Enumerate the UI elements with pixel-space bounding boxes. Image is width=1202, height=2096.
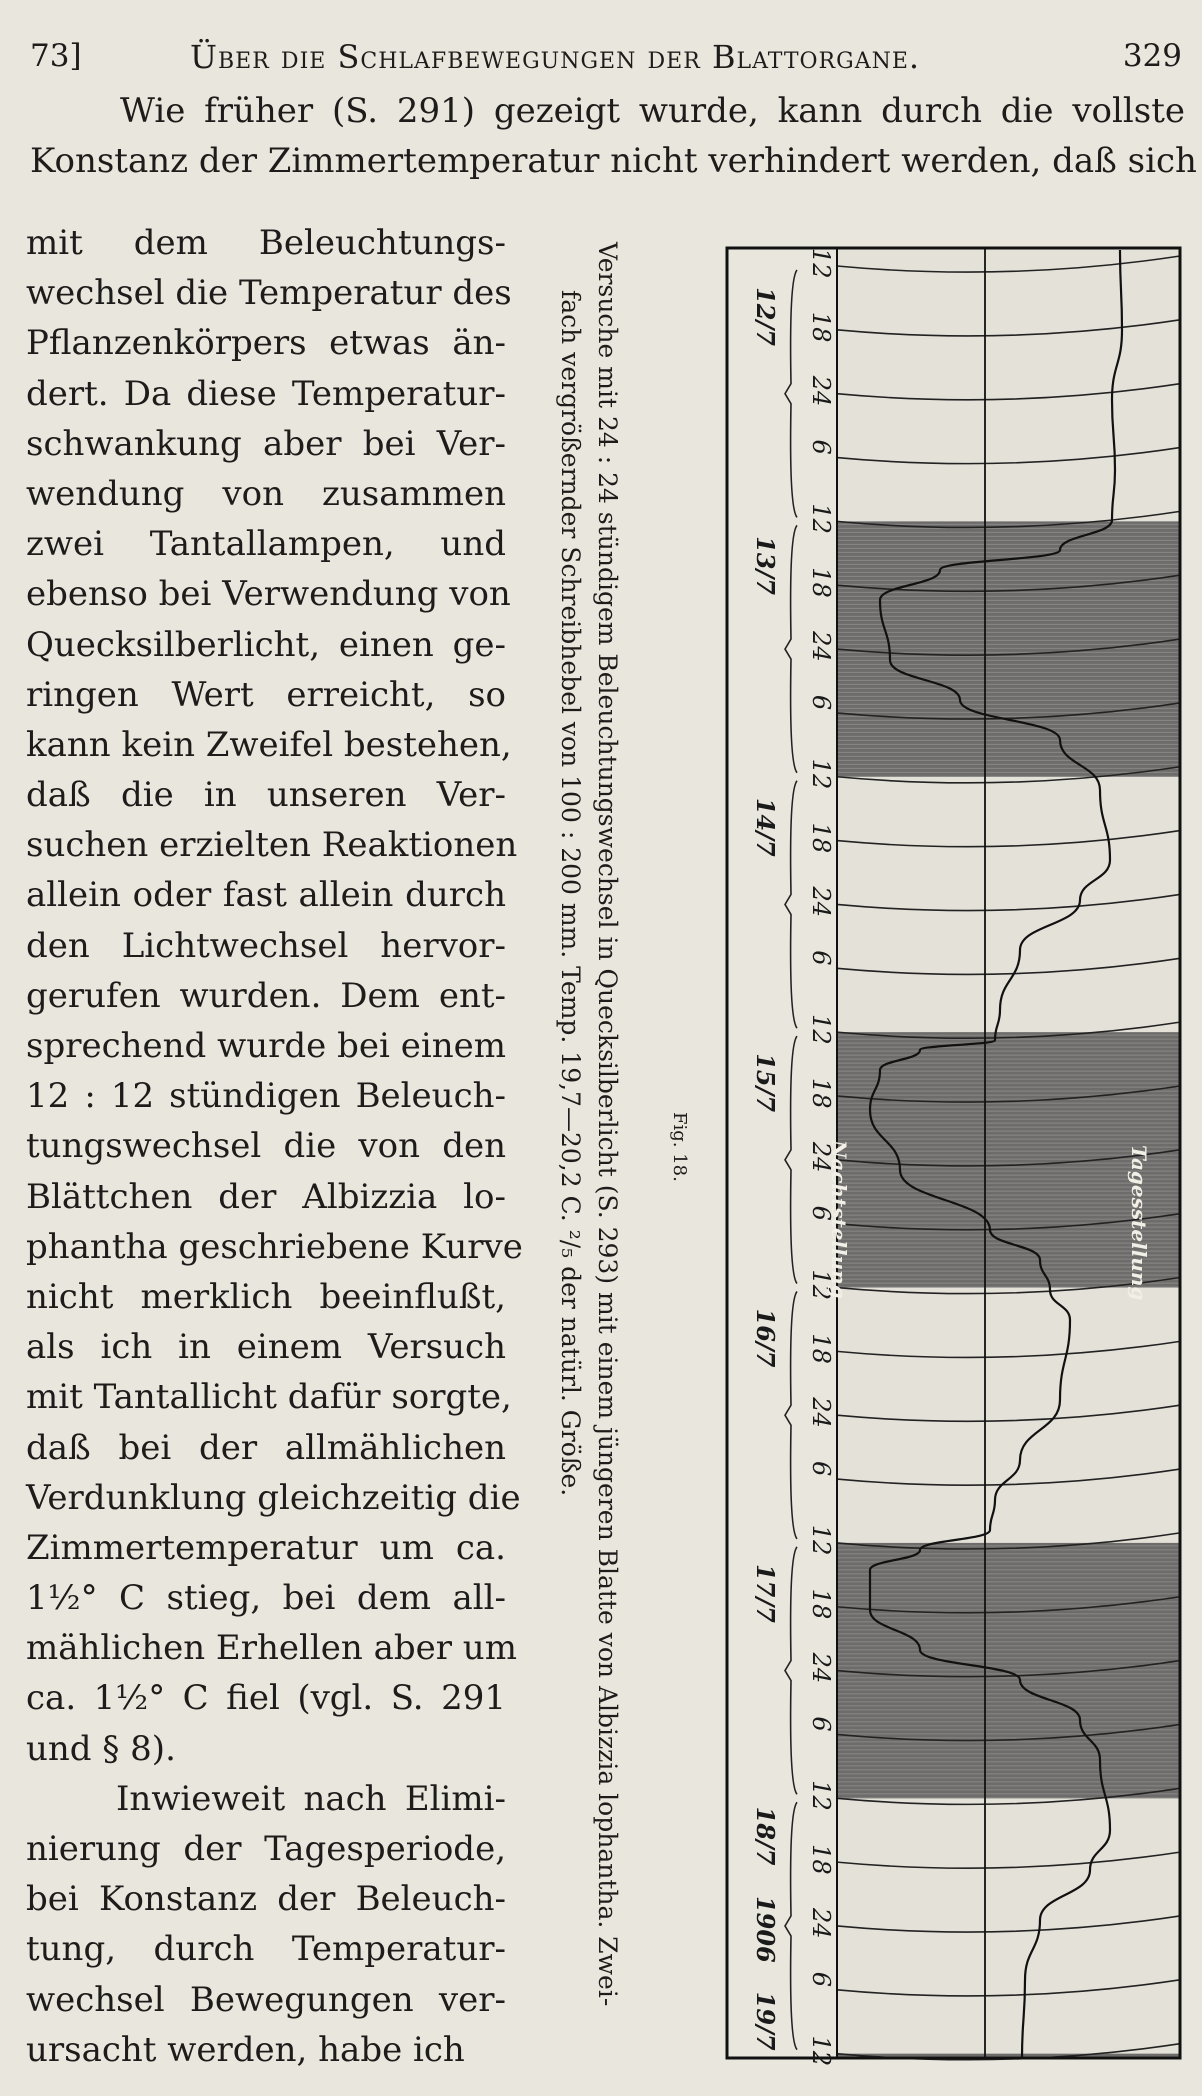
date-label: 15/7 bbox=[751, 1053, 780, 1113]
body-line: ebenso bei Verwendung von bbox=[26, 574, 511, 615]
body-line: nicht merklich beeinflußt, bbox=[26, 1276, 506, 1317]
body-line: Pflanzenkörpers etwas än- bbox=[26, 323, 506, 364]
body-line: wechsel Bewegungen ver- bbox=[26, 1979, 506, 2020]
body-line: ca. 1½° C fiel (vgl. S. 291 bbox=[26, 1678, 506, 1719]
hour-tick-label: 6 bbox=[807, 1971, 835, 1988]
hour-tick-label: 18 bbox=[807, 822, 835, 854]
night-position-label: Nachtstellung bbox=[827, 1140, 851, 1299]
day-brace bbox=[785, 1292, 797, 1539]
body-line: suchen erzielten Reaktionen bbox=[26, 825, 518, 866]
hour-tick-label: 12 bbox=[807, 1524, 835, 1556]
date-label: 13/7 bbox=[751, 536, 780, 595]
hour-tick-label: 12 bbox=[807, 1780, 835, 1811]
body-line: phantha geschriebene Kurve bbox=[26, 1226, 523, 1267]
date-label: 16/7 bbox=[751, 1308, 780, 1368]
body-line: den Lichtwechsel hervor- bbox=[26, 925, 506, 966]
running-title: Über die Schlafbewegungen der Blattorgane. bbox=[190, 38, 921, 76]
figure-label: Fig. 18. bbox=[669, 1112, 690, 1182]
hour-tick-label: 12 bbox=[807, 248, 835, 279]
day-brace bbox=[785, 1802, 797, 2049]
day-brace bbox=[785, 270, 797, 517]
section-number: 73] bbox=[30, 38, 82, 74]
hour-tick-label: 24 bbox=[807, 1141, 835, 1173]
hour-tick-label: 12 bbox=[807, 758, 835, 790]
body-line: wechsel die Temperatur des bbox=[26, 273, 512, 314]
body-line: kann kein Zweifel bestehen, bbox=[26, 724, 512, 765]
date-label: 12/7 bbox=[751, 287, 780, 346]
body-line: 12 : 12 stündigen Beleuch- bbox=[26, 1076, 506, 1117]
date-label: 17/7 bbox=[751, 1563, 780, 1623]
intro-line-2: Konstanz der Zimmertemperatur nicht verhindert werden, daß sich bbox=[30, 141, 1197, 181]
hour-tick-label: 12 bbox=[807, 503, 835, 534]
body-line: allein oder fast allein durch bbox=[26, 875, 506, 916]
figure-caption-line-1: Versuche mit 24 : 24 stündigem Beleuchtungswechsel in Quecksilberlicht (S. 293) mit einem jüngeren Blatte von Albizzia lophantha. Zwei- bbox=[593, 242, 622, 2007]
hour-tick-label: 6 bbox=[807, 1205, 835, 1221]
date-label: 19/7 bbox=[751, 1991, 780, 2051]
body-line: dert. Da diese Temperatur- bbox=[26, 373, 506, 414]
intro-line-1: Wie früher (S. 291) gezeigt wurde, kann durch die vollste bbox=[120, 91, 1185, 131]
body-line: sprechend wurde bei einem bbox=[26, 1026, 506, 1066]
body-line: Quecksilberlicht, einen ge- bbox=[26, 624, 506, 665]
date-label: 1906 bbox=[751, 1895, 780, 1963]
day-brace bbox=[785, 525, 797, 772]
body-line: mählichen Erhellen aber um bbox=[26, 1628, 517, 1669]
body-line: mit dem Beleuchtungs- bbox=[26, 223, 506, 263]
hour-tick-label: 24 bbox=[807, 631, 835, 662]
body-line: tungswechsel die von den bbox=[26, 1126, 506, 1167]
hour-tick-label: 24 bbox=[807, 375, 835, 407]
body-line: gerufen wurden. Dem ent- bbox=[26, 975, 506, 1016]
body-line: daß bei der allmählichen bbox=[26, 1427, 506, 1468]
hour-tick-label: 24 bbox=[807, 1397, 835, 1428]
body-line: Zimmertemperatur um ca. bbox=[26, 1527, 506, 1568]
body-line: ursacht werden, habe ich bbox=[26, 2029, 465, 2070]
body-line: nierung der Tagesperiode, bbox=[26, 1829, 506, 1869]
body-line: schwankung aber bei Ver- bbox=[26, 423, 506, 464]
body-line: bei Konstanz der Beleuch- bbox=[26, 1879, 506, 1920]
body-line: mit Tantallicht dafür sorgte, bbox=[26, 1377, 512, 1418]
hour-tick-label: 6 bbox=[807, 439, 835, 455]
hour-tick-label: 18 bbox=[807, 1077, 835, 1109]
body-line: daß die in unseren Ver- bbox=[26, 775, 506, 816]
hour-tick-label: 6 bbox=[807, 1461, 835, 1477]
dark-period-band bbox=[837, 1543, 1180, 1798]
date-label: 14/7 bbox=[751, 797, 780, 857]
day-position-label: Tagesstellung bbox=[1127, 1145, 1151, 1301]
hour-tick-label: 24 bbox=[807, 1907, 835, 1939]
hour-tick-label: 24 bbox=[807, 1652, 835, 1684]
figure-caption-line-2: fach vergrößernder Schreibhebel von 100 : 200 mm. Temp. 19,7—20,2 C. ²/₅ der natürl. Größe. bbox=[556, 290, 585, 1497]
body-line: zwei Tantallampen, und bbox=[26, 524, 506, 565]
page-number: 329 bbox=[1122, 38, 1182, 74]
hour-tick-label: 6 bbox=[807, 950, 835, 966]
body-line: als ich in einem Versuch bbox=[26, 1327, 506, 1368]
hour-tick-label: 12 bbox=[807, 1269, 835, 1301]
hour-tick-label: 18 bbox=[807, 1844, 835, 1875]
hour-tick-label: 6 bbox=[807, 1716, 835, 1732]
body-line: ringen Wert erreicht, so bbox=[26, 674, 506, 715]
hour-tick-label: 24 bbox=[807, 886, 835, 917]
hour-tick-label: 18 bbox=[807, 311, 835, 343]
day-brace bbox=[785, 1036, 797, 1283]
body-line: Inwieweit nach Elimi- bbox=[116, 1778, 506, 1819]
hour-tick-label: 12 bbox=[807, 1014, 835, 1045]
body-line: und § 8). bbox=[26, 1728, 176, 1769]
hour-tick-label: 6 bbox=[807, 694, 835, 711]
body-line: Verdunklung gleichzeitig die bbox=[26, 1477, 521, 1518]
date-label: 18/7 bbox=[751, 1806, 780, 1866]
body-line: 1½° C stieg, bei dem all- bbox=[26, 1578, 506, 1619]
hour-tick-label: 18 bbox=[807, 567, 835, 598]
body-line: tung, durch Temperatur- bbox=[26, 1929, 506, 1970]
day-brace bbox=[785, 781, 797, 1028]
body-line: wendung von zusammen bbox=[26, 473, 506, 514]
hour-tick-label: 18 bbox=[807, 1333, 835, 1364]
day-brace bbox=[785, 1547, 797, 1794]
hour-tick-label: 18 bbox=[807, 1588, 835, 1620]
body-line: Blättchen der Albizzia lo- bbox=[26, 1176, 506, 1217]
hour-tick-label: 12 bbox=[807, 2035, 835, 2067]
